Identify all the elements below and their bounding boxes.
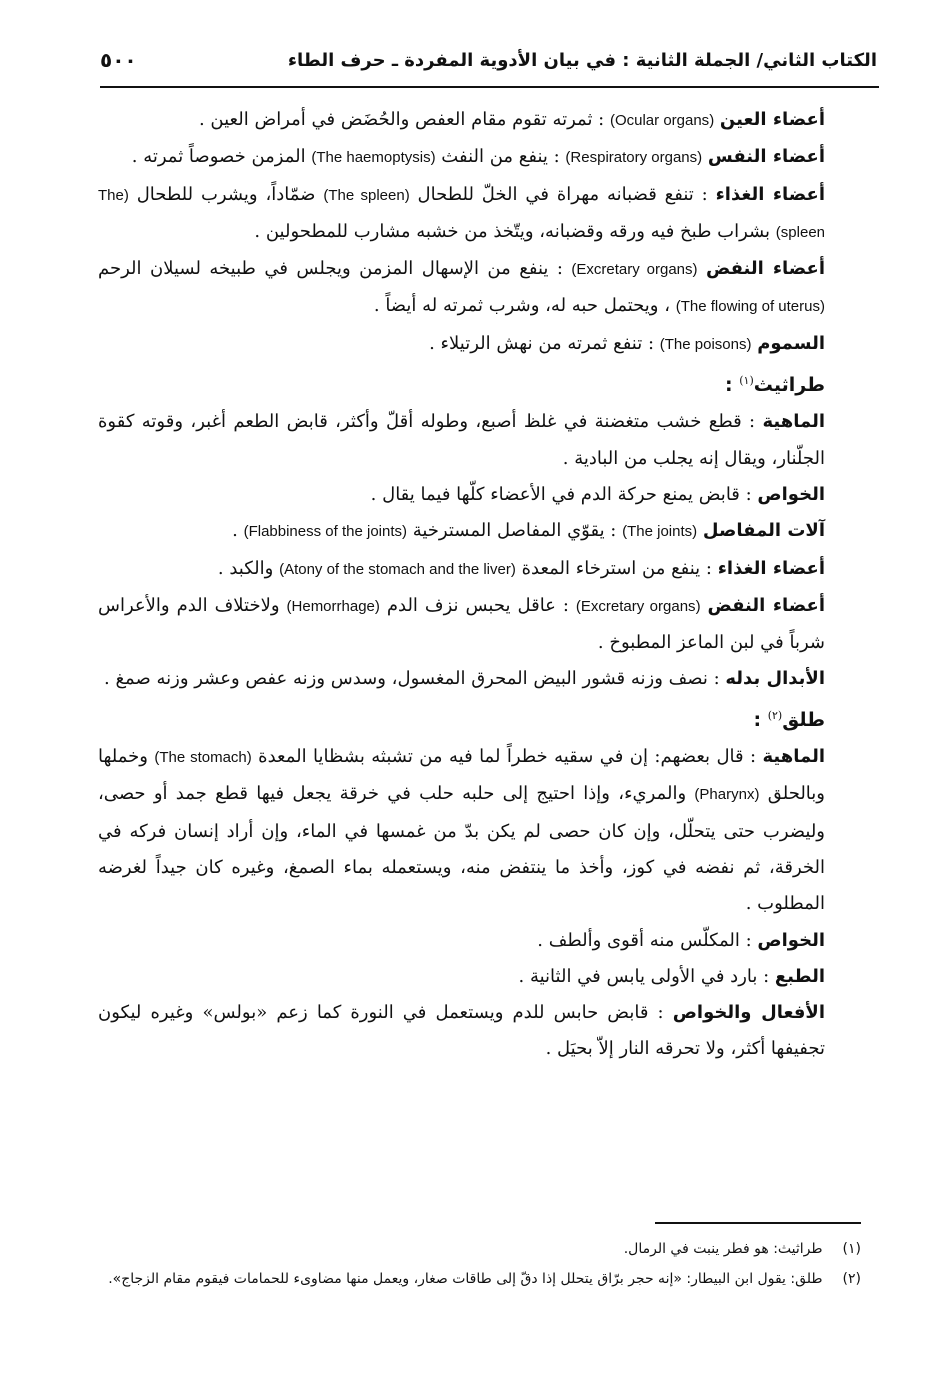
term: أعضاء الغذاء	[715, 183, 826, 205]
footnote-marker: (١)	[739, 374, 754, 388]
term: الماهية	[762, 746, 825, 768]
text: .	[232, 520, 244, 542]
text: : يقوّي المفاصل المسترخية	[407, 520, 623, 542]
term: أعضاء الغذاء	[717, 557, 825, 579]
text: ولاختلاف الدم والأعراس شرباً في لبن الماعز المطبوخ .	[98, 594, 825, 654]
footnote-text: طراثيث: هو فطر ينبت في الرمال.	[623, 1241, 823, 1257]
footnote-rule	[655, 1222, 861, 1224]
text: : ثمرته تقوم مقام العفص والحُضَض في أمراض العين .	[198, 109, 610, 130]
term: أعضاء النفض	[706, 258, 825, 280]
paragraph-actions	[98, 995, 871, 1068]
footnote-number: (١)	[842, 1241, 861, 1257]
text: : ينفع من النفث	[435, 146, 566, 168]
entry-title: طراثيث	[753, 374, 825, 397]
page-body	[98, 102, 871, 1068]
footnote-item	[98, 1264, 861, 1294]
text: : قطع خشب متغضنة في غلظ أصبع، وطوله أقلّ وأكثر، قابض الطعم أغبر، وقوته كقوة الجلّنار، ويقال إنه يجلب من البادية .	[98, 411, 825, 469]
english-term: (Ocular organs)	[609, 112, 715, 129]
text: : بارد في الأولى يابس في الثانية .	[518, 965, 775, 987]
entry-colon: :	[725, 374, 740, 397]
footnote-item	[98, 1234, 861, 1264]
entry-colon: :	[753, 708, 768, 731]
english-term: (The joints)	[622, 523, 698, 541]
english-term: (Flabbiness of the joints)	[243, 523, 407, 541]
header-rule	[100, 86, 879, 88]
footnote-number: (٢)	[842, 1271, 861, 1287]
english-term: (The haemoptysis)	[311, 149, 436, 167]
text: : قابض حابس للدم ويستعمل في النورة كما زعم «بولس» وغيره ليكون تجفيفها أكثر، ولا تحرقه النار إلاّ بحيَل .	[98, 1002, 825, 1060]
term: الخواص	[757, 929, 825, 951]
paragraph-nutrition-2	[98, 551, 871, 588]
text: وخملها وبالحلق	[98, 746, 825, 805]
footnotes	[98, 1234, 861, 1294]
text: : قال بعضهم: إن في سقيه خطراً لما فيه من تشبثه بشظايا المعدة	[251, 746, 763, 768]
term: أعضاء العين	[719, 109, 825, 130]
paragraph-excretory	[98, 251, 871, 326]
text: والكبد .	[217, 557, 280, 579]
text: بشراب طبخ فيه ورقه وقضبانه، ويتّخذ من خشبه مشارب للمطحولين .	[254, 220, 776, 242]
entry-title: طلق	[782, 708, 825, 731]
english-term: (Excretary organs)	[575, 597, 701, 615]
text: : عاقل يحبس نزف الدم	[379, 594, 576, 616]
term: الأبدال بدله	[725, 668, 825, 690]
paragraph-poisons	[98, 326, 871, 363]
english-term: (Excretary organs)	[571, 261, 698, 279]
paragraph-respiratory	[98, 139, 871, 176]
term: الطبع	[774, 965, 825, 987]
english-term: (The spleen)	[323, 186, 410, 204]
paragraph-nature	[98, 404, 871, 477]
footnote-text: طلق: يقول ابن البيطار: «إنه حجر برّاق يتحلل إذا دقّ إلى طاقات صغار، ويعمل منها مضاوىء للحمامات فيقوم مقام الزجاج».	[108, 1271, 823, 1287]
text: : ينفع من الإسهال المزمن ويجلس في طبيخه لسيلان الرحم	[98, 258, 572, 280]
term: الخواص	[757, 483, 825, 505]
paragraph-substitutes	[98, 661, 871, 697]
term: الماهية	[762, 411, 825, 433]
english-term: (The flowing of uterus)	[675, 298, 825, 316]
entry-heading-tarathith	[98, 363, 871, 404]
paragraph-properties	[98, 477, 871, 513]
english-term: (Hemorrhage)	[286, 597, 380, 615]
text: : ينفع من استرخاء المعدة	[515, 557, 718, 579]
text: : قابض يمنع حركة الدم في الأعضاء كلّها فيما يقال .	[370, 483, 758, 505]
english-term: (Atony of the stomach and the liver)	[279, 560, 516, 578]
text: : تنفع قضبانه مهراة في الخلّ للطحال	[409, 183, 716, 205]
term: أعضاء النفس	[707, 146, 825, 168]
term: الأفعال والخواص	[672, 1002, 825, 1024]
text: ، ويحتمل حبه له، وشرب ثمرته له أيضاً .	[373, 295, 676, 317]
english-term: (Respiratory organs)	[565, 149, 703, 167]
paragraph-ocular	[98, 102, 871, 139]
entry-heading-talq	[98, 698, 871, 739]
text: : المكلّس منه أقوى وألطف .	[537, 929, 758, 951]
paragraph-joints	[98, 513, 871, 550]
page-header	[100, 40, 877, 80]
text: والمريء، وإذا احتيج إلى حلبه حلب في خرقة يجعل فيها قطع جمد أو حصى، وليضرب حتى يتحلّل، وإن كان حصى لم يكن بدّ من غمسها في الماء، وإن أراد إنسان فركه في الخرقة، ثم نفضه في كوز، وأخذ ما ينتفض منه، ويستعمله بماء الصمغ، وغيره كان جيداً لغرضه المطلوب .	[98, 783, 825, 915]
english-term: (The stomach)	[154, 749, 252, 767]
text: المزمن خصوصاً ثمرته .	[131, 146, 312, 168]
paragraph-temperament	[98, 959, 871, 995]
english-term: (The spleen)	[98, 186, 825, 241]
paragraph-nutrition	[98, 177, 871, 252]
paragraph-nature-2	[98, 739, 871, 922]
running-head: الكتاب الثاني/ الجملة الثانية : في بيان الأدوية المفردة ـ حرف الطاء	[287, 49, 877, 71]
english-term: (Pharynx)	[694, 786, 760, 804]
term: السموم	[757, 332, 825, 354]
text: : تنفع ثمرته من نهش الرتيلاء .	[429, 332, 660, 354]
text: ضمّاداً، ويشرب للطحال	[128, 183, 324, 205]
page-number: ٥٠٠	[100, 48, 137, 72]
footnote-marker: (٢)	[767, 708, 783, 722]
text: : نصف وزنه قشور البيض المحرق المغسول، وسدس وزنه عفص وعشر وزنه صمغ .	[104, 668, 726, 690]
paragraph-excretory-2	[98, 588, 871, 662]
term: أعضاء النفض	[707, 594, 826, 616]
english-term: (The poisons)	[659, 335, 752, 353]
paragraph-properties-2	[98, 923, 871, 959]
term: آلات المفاصل	[702, 520, 825, 542]
